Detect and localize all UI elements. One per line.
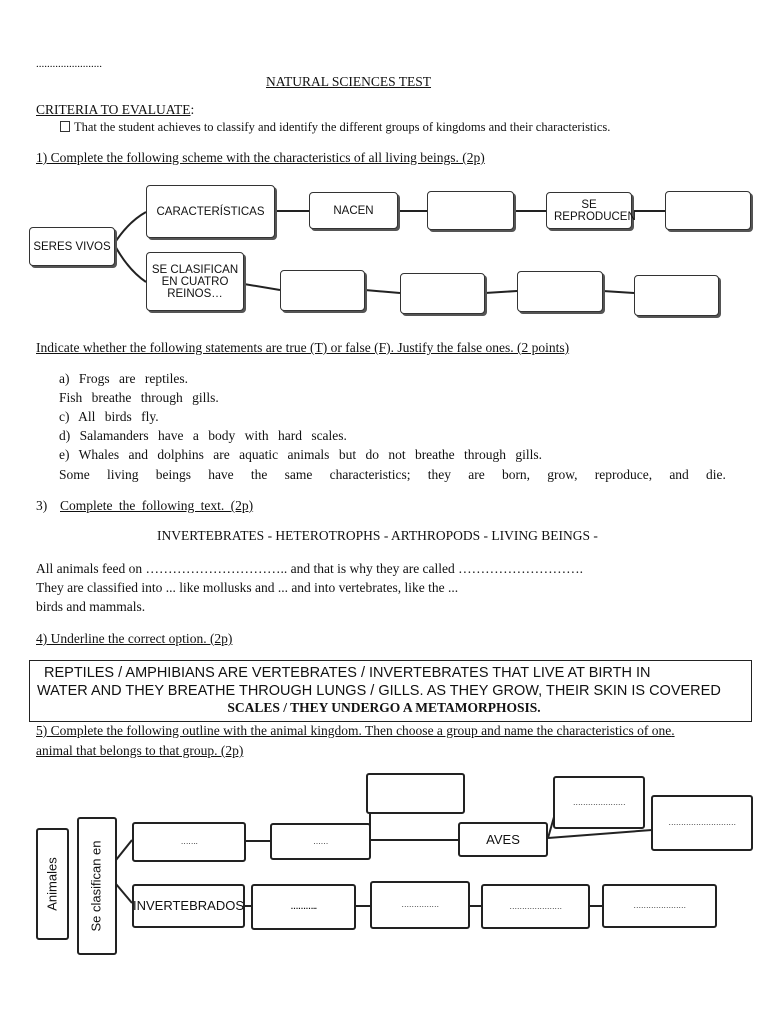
- criteria-heading: CRITERIA TO EVALUATE:: [36, 102, 195, 117]
- scheme-kingdoms-box: SE CLASIFICAN EN CUATRO REINOS…: [146, 252, 244, 311]
- outline-bottom-blank-1[interactable]: ………..: [251, 884, 356, 930]
- outline-root-box: Animales: [36, 828, 69, 940]
- outline-aves-box: AVES: [458, 822, 548, 857]
- criteria-text: That the student achieves to classify and identify the different groups of kingdoms and their characteristics.: [60, 120, 610, 135]
- scheme-characteristics-box: CARACTERÍSTICAS: [146, 185, 275, 238]
- outline-top-empty-box[interactable]: [366, 773, 465, 814]
- outline-invertebrados-box: INVERTEBRADOS: [132, 884, 245, 928]
- outline-top-blank-1[interactable]: …….: [132, 822, 246, 862]
- q2-item-c: c) All birds fly.: [59, 409, 159, 424]
- outline-top-right-blank-2[interactable]: ………………………: [651, 795, 753, 851]
- q4-line-2: WATER AND THEY BREATHE THROUGH LUNGS / GILLS. AS THEY GROW, THEIR SKIN IS COVERED: [37, 683, 721, 699]
- outline-top-blank-2[interactable]: ……: [270, 823, 371, 860]
- q5-prompt-line-1: 5) Complete the following outline with the animal kingdom. Then choose a group and name the characteristics of one.: [36, 723, 675, 738]
- outline-top-right-blank-1[interactable]: …………………: [553, 776, 645, 829]
- q2-item-e: e) Whales and dolphins are aquatic animals but do not breathe through gills.: [59, 447, 543, 462]
- page-title: NATURAL SCIENCES TEST: [266, 74, 432, 89]
- q3-line-3: birds and mammals.: [36, 599, 146, 614]
- q2-item-a: a) Frogs are reptiles.: [59, 371, 188, 386]
- outline-bottom-blank-3[interactable]: …………………: [481, 884, 590, 929]
- q2-prompt: Indicate whether the following statements are true (T) or false (F). Justify the false ones. (2 points): [36, 340, 570, 355]
- q1-prompt: 1) Complete the following scheme with the characteristics of all living beings. (2p): [36, 150, 485, 165]
- q5-prompt-line-2: animal that belongs to that group. (2p): [36, 743, 244, 758]
- q3-line-1: All animals feed on ………………………….. and that is why they are called ……………………….: [36, 561, 584, 576]
- q2-item-last: Some living beings have the same characteristics; they are born, grow, reproduce, and die.: [59, 467, 726, 482]
- q2-item-d: d) Salamanders have a body with hard scales.: [59, 428, 347, 443]
- q4-prompt: 4) Underline the correct option. (2p): [36, 631, 233, 646]
- q3-prompt: 3) Complete the following text. (2p): [36, 498, 254, 513]
- scheme-root-box: SERES VIVOS: [29, 227, 115, 266]
- q3-line-2: They are classified into ... like mollusks and ... and into vertebrates, like the ...: [36, 580, 459, 595]
- name-line: ........................: [36, 58, 102, 70]
- scheme-reproducen-box: SE REPRODUCEN: [546, 192, 632, 229]
- q4-line-3: SCALES / THEY UNDERGO A METAMORPHOSIS.: [227, 700, 541, 715]
- outline-bottom-blank-2[interactable]: ……………: [370, 881, 470, 929]
- q3-word-bank: INVERTEBRATES - HETEROTROPHS - ARTHROPODS - LIVING BEINGS -: [157, 528, 598, 543]
- q2-item-b: Fish breathe through gills.: [59, 390, 219, 405]
- q4-line-1: REPTILES / AMPHIBIANS ARE VERTEBRATES / INVERTEBRATES THAT LIVE AT BIRTH IN: [44, 665, 651, 681]
- outline-connector-box: Se clasifican en: [77, 817, 117, 955]
- scheme-nacen-box: NACEN: [309, 192, 398, 229]
- outline-bottom-blank-4[interactable]: …………………: [602, 884, 717, 928]
